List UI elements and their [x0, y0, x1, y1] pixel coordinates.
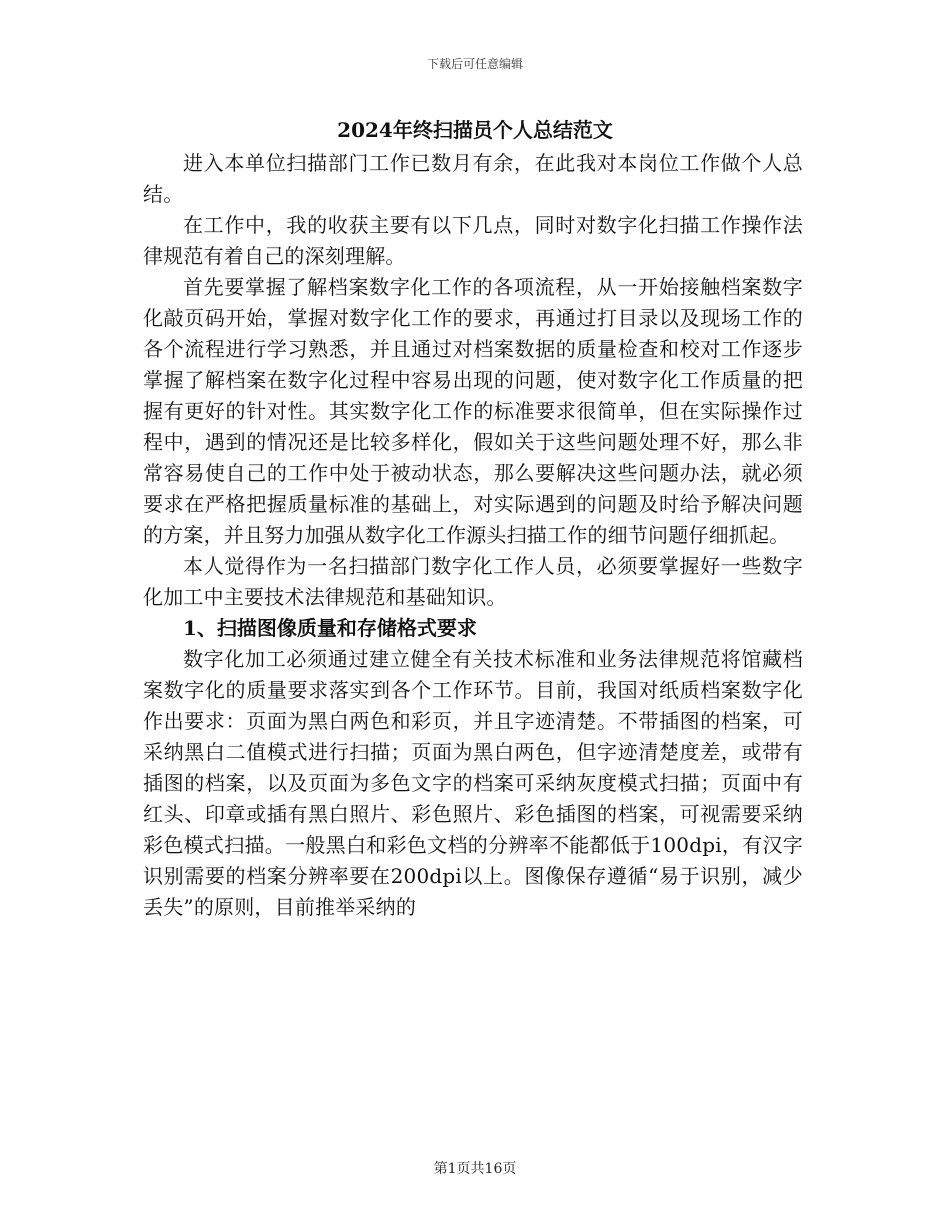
paragraph-knowledge: 本人觉得作为一名扫描部门数字化工作人员，必须要掌握好一些数字化加工中主要技术法律规范和基础知识。 [143, 554, 803, 609]
paragraph-gains: 在工作中，我的收获主要有以下几点，同时对数字化扫描工作操作法律规范有着自己的深刻理解。 [143, 213, 803, 268]
page-number: 第1页共16页 [433, 1161, 517, 1177]
header-note: 下载后可任意编辑 [426, 57, 523, 71]
paragraph-scan-quality: 数字化加工必须通过建立健全有关技术标准和业务法律规范将馆藏档案数字化的质量要求落实到各个工作环节。目前，我国对纸质档案数字化作出要求：页面为黑白两色和彩页，并且字迹清楚。不带插图的档案，可采纳黑白二值模式进行扫描；页面为黑白两色，但字迹清楚度差，或带有插图的档案，以及页面为多色文字的档案可采纳灰度模式扫描；页面中有红头、印章或插有黑白照片、彩色照片、彩色插图的档案，可视需要采纳彩色模式扫描。一般黑白和彩色文档的分辨率不能都低于100dpi，有汉字识别需要的档案分辨率要在200dpi以上。图像保存遵循“易于识别，减少丢失”的原则，目前推举采纳的 [143, 647, 803, 919]
paragraph-workflow: 首先要掌握了解档案数字化工作的各项流程，从一开始接触档案数字化敲页码开始，掌握对数字化工作的要求，再通过打目录以及现场工作的各个流程进行学习熟悉，并且通过对档案数据的质量检查和校对工作逐步掌握了解档案在数字化过程中容易出现的问题，使对数字化工作质量的把握有更好的针对性。其实数字化工作的标准要求很简单，但在实际操作过程中，遇到的情况还是比较多样化，假如关于这些问题处理不好，那么非常容易使自己的工作中处于被动状态，那么要解决这些问题办法，就必须要求在严格把握质量标准的基础上，对实际遇到的问题及时给予解决问题的方案，并且努力加强从数字化工作源头扫描工作的细节问题仔细抓起。 [143, 275, 803, 547]
section-heading: 1、扫描图像质量和存储格式要求 [183, 616, 477, 640]
paragraph-intro: 进入本单位扫描部门工作已数月有余，在此我对本岗位工作做个人总结。 [143, 151, 803, 206]
document-title: 2024年终扫描员个人总结范文 [337, 118, 613, 142]
document-body [143, 148, 803, 923]
